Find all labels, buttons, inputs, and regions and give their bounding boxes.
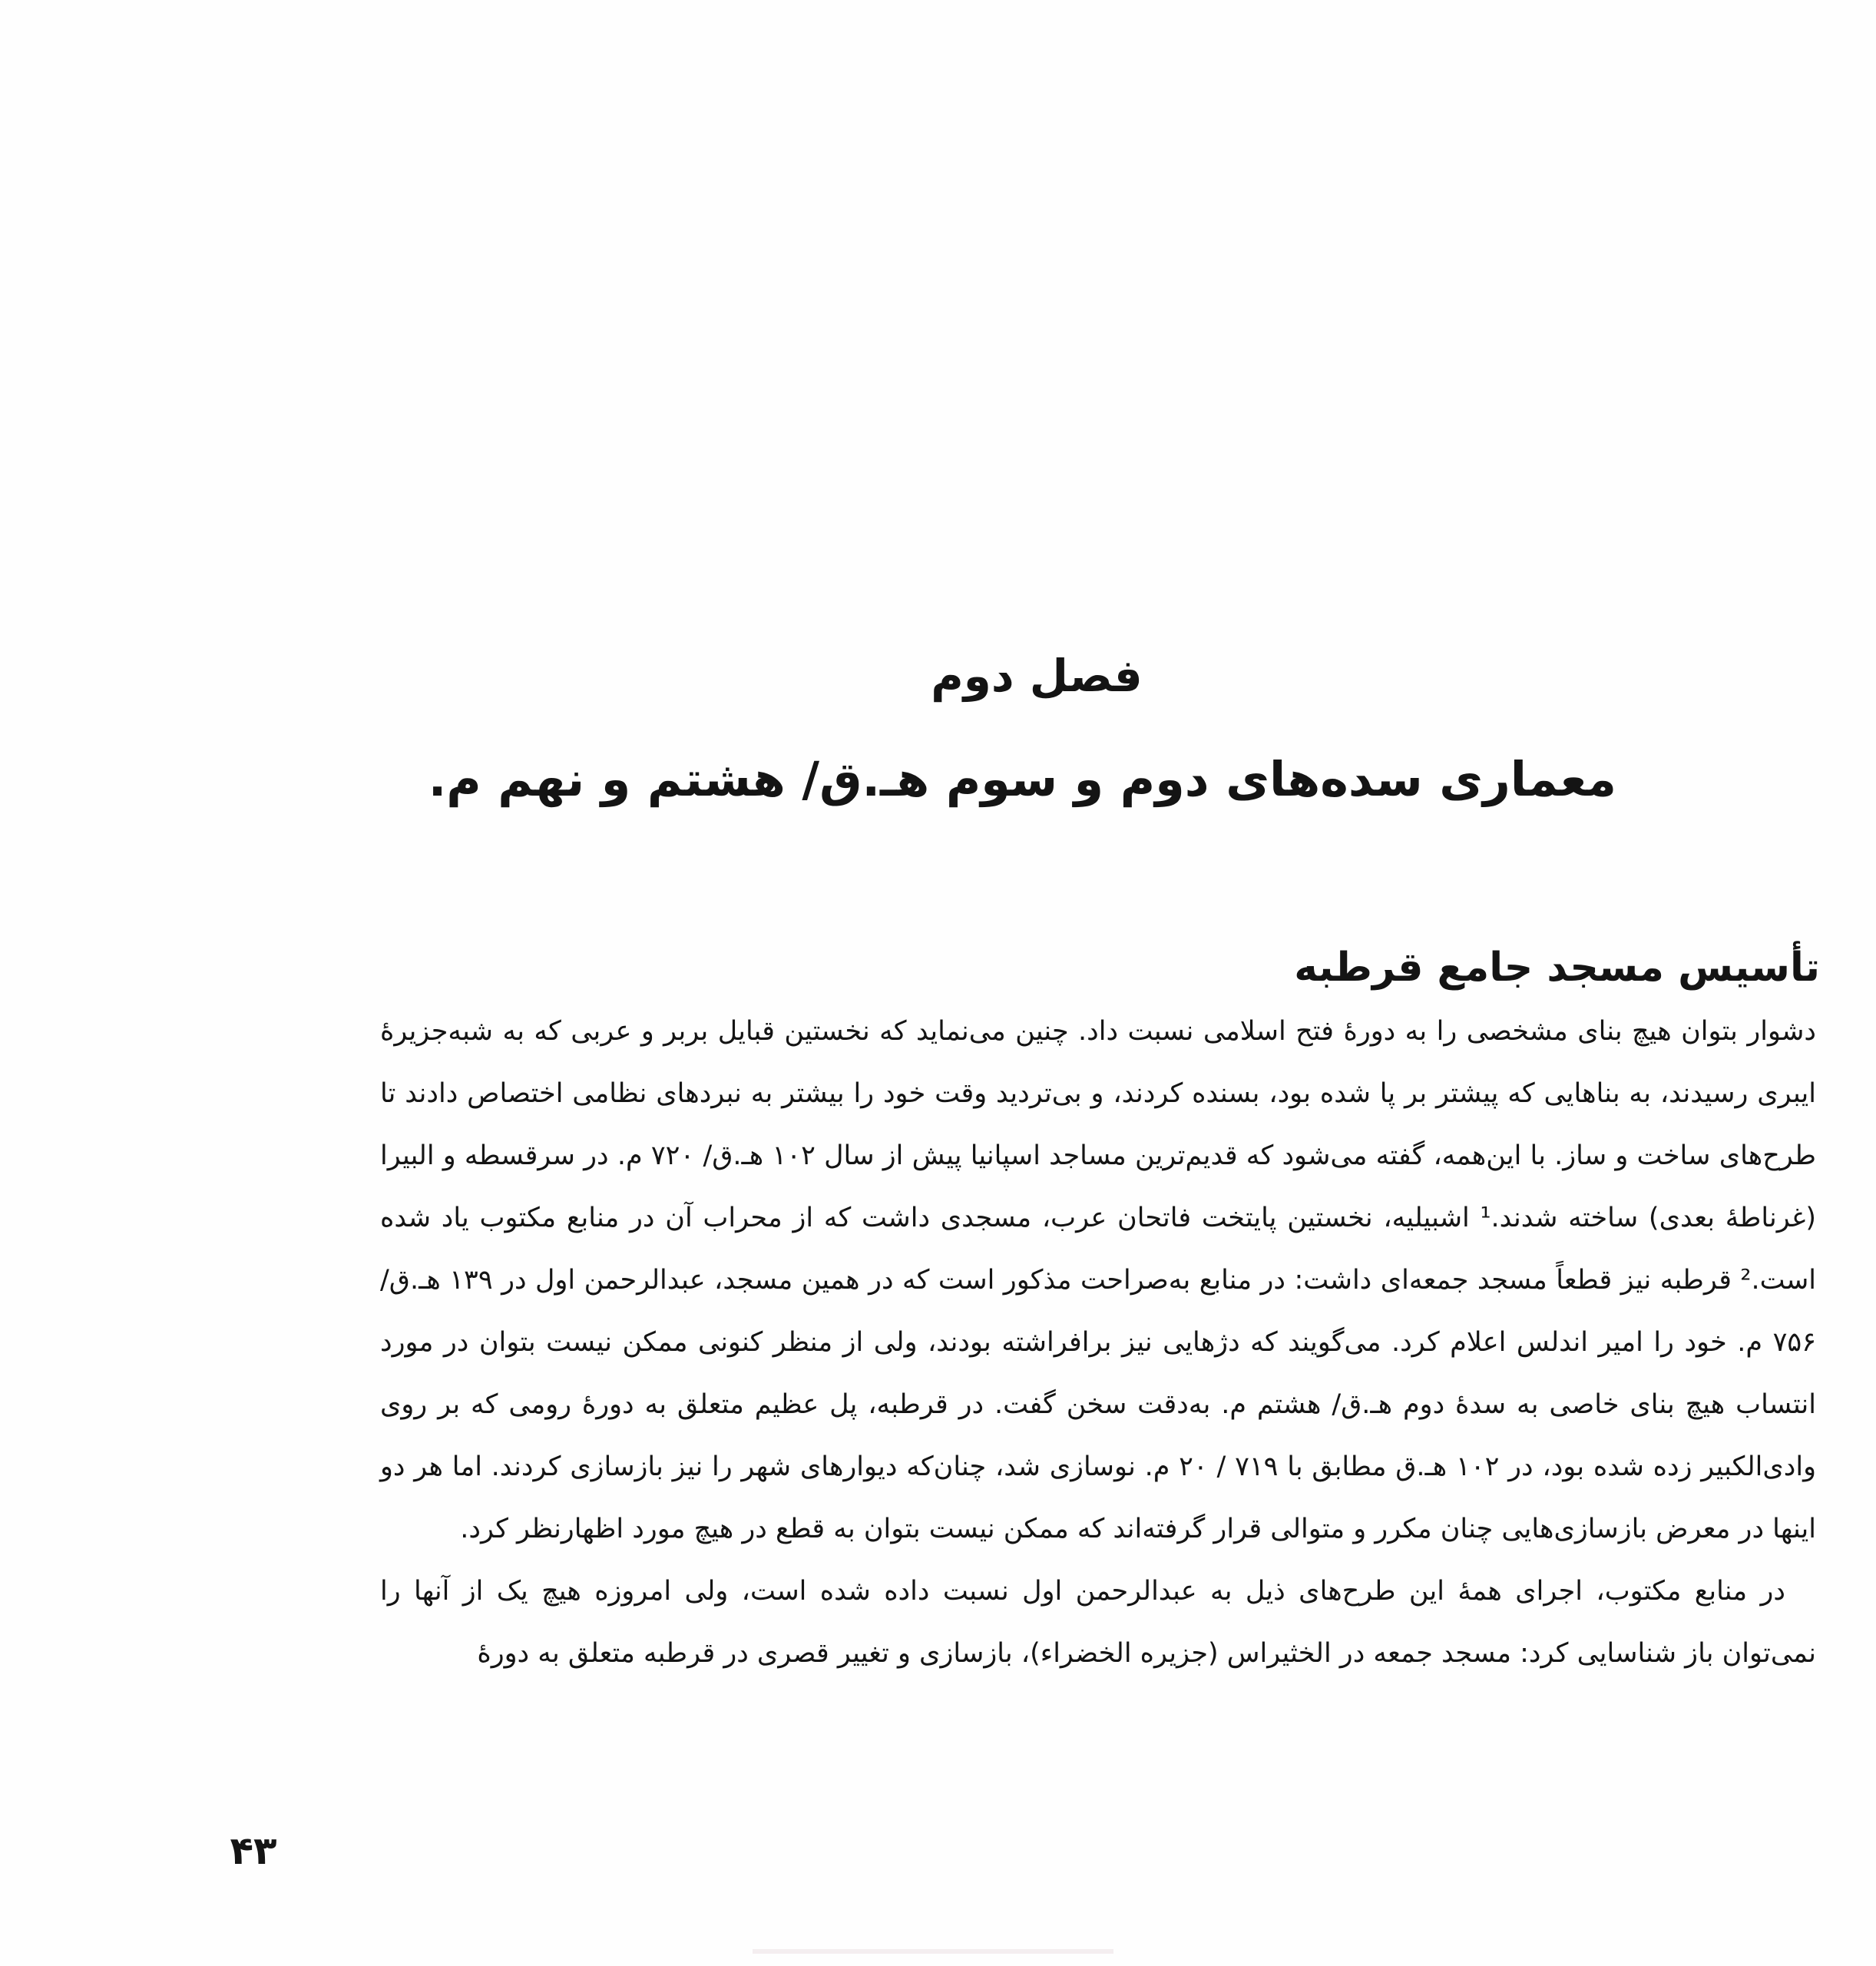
chapter-label: فصل دوم	[931, 650, 1143, 702]
paragraph: در منابع مکتوب، اجرای همهٔ این طرح‌های ذیل به عبدالرحمن اول نسبت داده شده است، ولی امروزه هیچ یک از آنها را نمی‌توان باز شناسایی کرد: مسجد جمعه در الخثیراس (جزیره الخضراء)، بازسازی و تغییر قصری در قرطبه متعلق به دورهٔ	[380, 1576, 1816, 1669]
paragraph: دشوار بتوان هیچ بنای مشخصی را به دورهٔ فتح اسلامی نسبت داد. چنین می‌نماید که نخستین قبایل بربر و عربی که به شبه‌جزیرهٔ ایبری رسیدند، به بناهایی که پیشتر بر پا شده بود، بسنده کردند، و بی‌تردید وقت خود را بیشتر به نبردهای نظامی اختصاص دادند تا طرح‌های ساخت و ساز. با این‌همه، گفته می‌شود که قدیم‌ترین مساجد اسپانیا پیش از سال ۱۰۲ هـ.ق/ ۷۲۰ م. در سرقسطه و البیرا (غرناطهٔ بعدی) ساخته شدند.¹ اشبیلیه، نخستین پایتخت فاتحان عرب، مسجدی داشت که از محراب آن در منابع مکتوب یاد شده است.² قرطبه نیز قطعاً مسجد جمعه‌ای داشت: در منابع به‌صراحت مذکور است که در همین مسجد، عبدالرحمن اول در ۱۳۹ هـ.ق/ ۷۵۶ م. خود را امیر اندلس اعلام کرد. می‌گویند که دژهایی نیز برافراشته بودند، ولی از منظر کنونی ممکن نیست بتوان در مورد انتساب هیچ بنای خاصی به سدهٔ دوم هـ.ق/ هشتم م. به‌دقت سخن گفت. در قرطبه، پل عظیم متعلق به دورهٔ رومی که بر روی وادی‌الکبیر زده شده بود، در ۱۰۲ هـ.ق مطابق با ۷۱۹ / ۲۰ م. نوسازی شد، چنان‌که دیوارهای شهر را نیز بازسازی کردند. اما هر دو اینها در معرض بازسازی‌هایی چنان مکرر و متوالی قرار گرفته‌اند که ممکن نیست بتوان به قطع در هیچ مورد اظهارنظر کرد.	[380, 1016, 1817, 1544]
chapter-title: معماری سده‌های دوم و سوم هـ.ق/ هشتم و نهم م.	[428, 751, 1616, 807]
body-text	[380, 1001, 1816, 1685]
section-heading: تأسیس مسجد جامع قرطبه	[1294, 945, 1820, 991]
page-number: ۴۳	[230, 1829, 277, 1873]
page-edge-mark	[753, 1949, 1113, 1954]
